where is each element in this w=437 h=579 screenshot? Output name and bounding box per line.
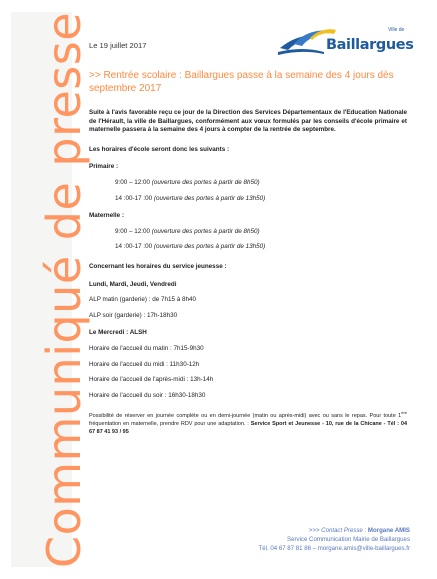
horaires-intro: Les horaires d'école seront donc les suivants : bbox=[89, 145, 230, 153]
alp-soir: ALP soir (garderie) : 17h-18h30 bbox=[89, 311, 178, 319]
primaire-time-1: 9:00 – 12:00 bbox=[115, 178, 151, 186]
mercredi-row-3: Horaire de l'accueil de l'après-midi : 13h-14h bbox=[89, 376, 214, 384]
jeunesse-heading: Concernant les horaires du service jeunesse : bbox=[89, 262, 227, 270]
sidebar-vertical-title: Communiqué de presse bbox=[37, 11, 91, 568]
primaire-heading: Primaire : bbox=[89, 163, 119, 171]
maternelle-note-1: (ouverture des portes à partir de 8h50) bbox=[151, 227, 260, 235]
maternelle-time-2: 14 :00-17 :00 bbox=[115, 243, 153, 251]
primaire-note-1: (ouverture des portes à partir de 8h50) bbox=[151, 178, 260, 186]
notice-service: Service Sport et Jeunesse - 10, rue de la Chicane - Tél : 04 67 87 41 93 / 95 bbox=[89, 421, 408, 436]
primaire-note-2: (ouverture des portes à partir de 13h50) bbox=[153, 194, 266, 202]
reservation-notice bbox=[89, 409, 407, 436]
jeunesse-days: Lundi, Mardi, Jeudi, Vendredi bbox=[89, 280, 177, 288]
maternelle-time-1: 9:00 – 12:00 bbox=[115, 227, 151, 235]
press-contact bbox=[259, 527, 411, 553]
maternelle-heading: Maternelle : bbox=[89, 212, 124, 220]
mercredi-row-4: Horaire de l'accueil du soir : 16h30-18h30 bbox=[89, 391, 206, 399]
mercredi-heading: Le Mercredi : ALSH bbox=[89, 329, 147, 337]
baillargues-logo bbox=[276, 24, 416, 58]
maternelle-row-2 bbox=[89, 243, 407, 252]
contact-service: Service Communication Mairie de Baillargues bbox=[287, 535, 410, 543]
logo-wordmark: Baillargues bbox=[326, 37, 414, 53]
logo-ville-text: Ville de bbox=[388, 27, 405, 33]
primaire-row-2 bbox=[89, 195, 407, 204]
notice-text-2: fréquentation en maternelle, prendre RDV pour une adaptation. : bbox=[89, 421, 251, 428]
contact-prefix: >>> Contact Presse : bbox=[308, 527, 368, 534]
mercredi-row-1: Horaire de l'accueil du matin : 7h15-9h30 bbox=[89, 344, 204, 352]
notice-sup: ère bbox=[401, 410, 407, 416]
contact-name: Morgane AMIS bbox=[367, 527, 410, 534]
press-release-title: >> Rentrée scolaire : Baillargues passe à la semaine des 4 jours dès septembre 2017 bbox=[89, 70, 394, 94]
mercredi-row-2: Horaire de l'accueil du midi : 11h30-12h bbox=[89, 360, 200, 368]
maternelle-note-2: (ouverture des portes à partir de 13h50) bbox=[153, 243, 266, 251]
sidebar-band bbox=[11, 11, 91, 568]
primaire-row-1 bbox=[89, 179, 407, 188]
contact-phone-email: Tél. 04 67 87 81 86 – morgane.amis@ville-baillargues.fr bbox=[258, 544, 410, 552]
press-release-body bbox=[89, 109, 407, 436]
primaire-time-2: 14 :00-17 :00 bbox=[115, 194, 153, 202]
intro-paragraph: Suite à l'avis favorable reçu ce jour de la Direction des Services Départementaux de l'Education Nationale de l'Hérault, la ville de Baillargues, conformément aux vœux formulés par les conseils d'école primaire et maternelle passera à la semaine des 4 jours à compter de la rentrée de septembre. bbox=[89, 109, 407, 134]
alp-matin: ALP matin (garderie) : de 7h15 à 8h40 bbox=[89, 296, 197, 304]
document-date: Le 19 juillet 2017 bbox=[89, 41, 147, 50]
maternelle-row-1 bbox=[89, 228, 407, 237]
notice-text-1: Possibilité de réserver en journée complète ou en demi-journée (matin ou après-midi) avec ou sans le repas. Pour toute 1 bbox=[89, 413, 402, 420]
contact-line-1 bbox=[259, 527, 411, 536]
